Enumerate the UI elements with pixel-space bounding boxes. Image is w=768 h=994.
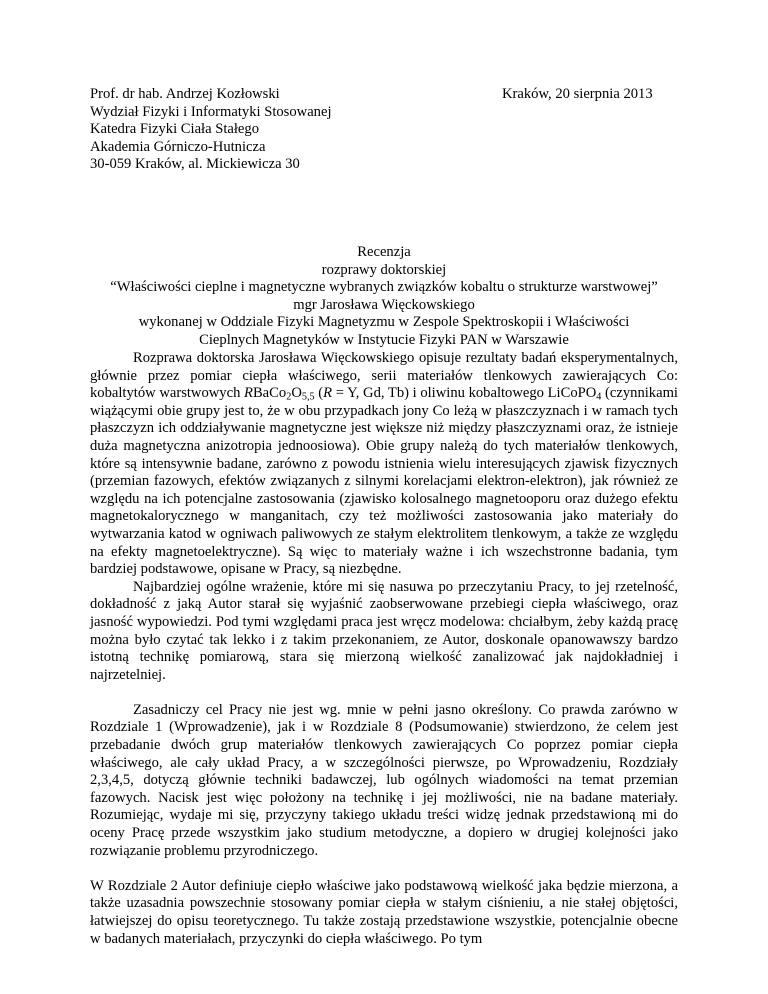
title-line-dissertation: rozprawy doktorskiej	[321, 261, 447, 278]
title-line-review: Recenzja	[357, 244, 411, 260]
letter-date: Kraków, 20 sierpnia 2013	[502, 86, 653, 102]
review-title	[90, 244, 678, 350]
sender-faculty: Wydział Fizyki i Informatyki Stosowanej	[90, 103, 332, 120]
review-body	[90, 350, 678, 948]
sender-name: Prof. dr hab. Andrzej Kozłowski	[90, 86, 280, 102]
paragraph-gap	[90, 684, 678, 702]
paragraph-gap	[90, 860, 678, 878]
sender-address	[90, 86, 332, 174]
title-line-author: mgr Jarosława Więckowskiego	[293, 296, 475, 313]
paragraph-3: Zasadniczy cel Pracy nie jest wg. mnie w pełni jasno określony. Co prawda zarówno w Rozdziale 1 (Wprowadzenie), jak i w Rozdziale 8 (Podsumowanie) stwierdzono, że celem jest przebadanie dwóch grup materiałów tlenkowych zawierających Co poprzez pomiar ciepła właściwego, ale cały układ Pracy, a w szczególności pierwsze, po Wprowadzeniu, Rozdziały 2,3,4,5, dotyczą głównie techniki badawczej, lub ogólnych wiadomości na temat przemian fazowych. Nacisk jest więc położony na technikę i jej możliwości, nie na badane materiały. Rozumiejąc, wydaje mi się, przyczyny takiego układu treści widzę jednak przedstawioną mi do oceny Pracę przede wszystkim jako studium metodyczne, a dopiero w drugiej kolejności jako rozwiązanie problemu przyrodniczego.	[90, 701, 678, 859]
title-line-institute: Cieplnych Magnetyków w Instytucie Fizyki PAN w Warszawie	[199, 331, 569, 348]
paragraph-4: W Rozdziale 2 Autor definiuje ciepło właściwe jako podstawową wielkość jaka będzie mierzona, a także uzasadnia powszechnie stosowany pomiar ciepła w stałym ciśnieniu, a nie stałej objętości, łatwiejszej do opisu teoretycznego. Tu także zostają przedstawione wszystkie, potencjalnie obecne w badanych materiałach, przyczynki do ciepła właściwego. Po tym	[90, 877, 678, 947]
title-line-institution: wykonanej w Oddziale Fizyki Magnetyzmu w Zespole Spektroskopii i Właściwości	[138, 314, 630, 331]
paragraph-2: Najbardziej ogólne wrażenie, które mi się nasuwa po przeczytaniu Pracy, to jej rzetelność, dokładność z jaką Autor starał się wyjaśnić zaobserwowane przebiegi ciepła właściwego, oraz jasność wypowiedzi. Pod tymi względami praca jest wręcz modelowa: chciałbym, żeby każdą pracę można było czytać tak lekko i z takim przekonaniem, ze Autor, doskonale opanowawszy bardzo istotną technikę pomiarową, stara się mierzoną wielkość zanalizować jak najdokładniej i najrzetelniej.	[90, 578, 678, 683]
paragraph-1: Rozprawa doktorska Jarosława Więckowskiego opisuje rezultaty badań eksperymentalnych, głównie przez pomiar ciepła właściwego, serii materiałów tlenkowych zawierających Co: kobaltytów warstwowych $RBaCo_2O_{5,5}$ (R = Y, Gd, Tb) i oliwinu kobaltowego LiCoPO$_4$ (czynnikami wiążącymi obie grupy jest to, że w obu przypadkach jony Co leżą w płaszczyznach i w ramach tych płaszczyzn ich oddziaływanie magnetyczne jest większe niż między płaszczyznami oraz, że istnieje duża magnetyczna anizotropia jednoosiowa). Obie grupy należą do tych materiałów tlenkowych, które są intensywnie badane, zarówno z powodu istnienia wielu interesujących zjawisk fizycznych (przemian fazowych, efektów związanych z silnymi korelacjami elektron-elektron), jak również ze względu na ich potencjalne zastosowania (zjawisko kolosalnego magnetooporu oraz dużego efektu magnetokalorycznego w manganitach, czy też możliwości zastosowania jako materiały do wytwarzania katod w ogniwach paliwowych ze stałym elektrolitem tlenkowym, a także ze względu na efekty magnetoelektryczne). Są więc to materiały ważne i ich wszechstronne badania, tym bardziej podstawowe, opisane w Pracy, są niezbędne.	[90, 350, 678, 578]
sender-department: Katedra Fizyki Ciała Stałego	[90, 121, 259, 138]
sender-university: Akademia Górniczo-Hutnicza	[90, 138, 266, 155]
sender-street: 30-059 Kraków, al. Mickiewicza 30	[90, 156, 300, 173]
title-line-thesis-name: “Właściwości cieplne i magnetyczne wybranych związków kobaltu o strukturze warstwowej”	[110, 279, 658, 296]
